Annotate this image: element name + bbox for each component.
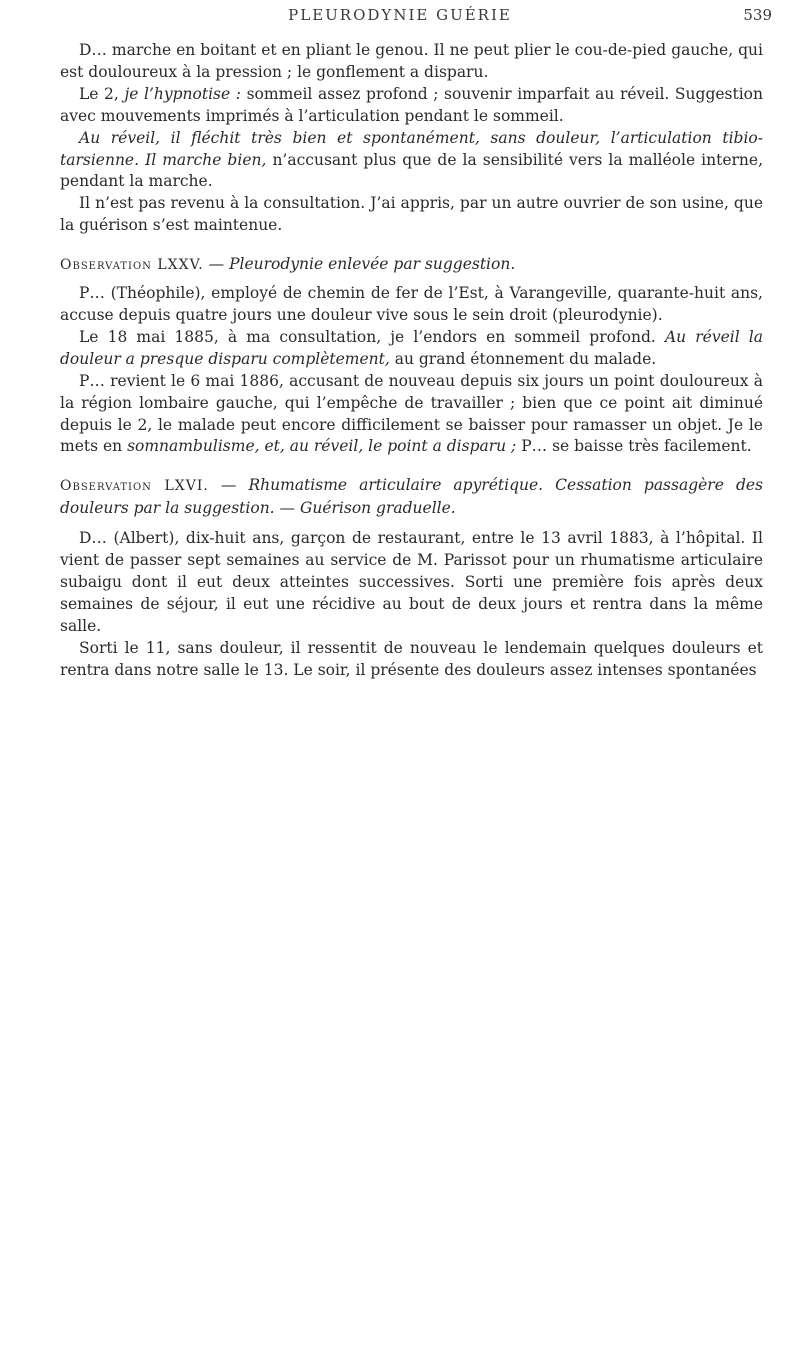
paragraph-3-italic: Au réveil, il fléchit très bien et spontanément, sans douleur, l’articulation tibio-tarsienne. Il marche bien, bbox=[60, 128, 763, 169]
observation-75-title: Pleurodynie enlevée par suggestion. bbox=[229, 255, 516, 274]
paragraph-3 bbox=[60, 128, 763, 194]
paragraph-6-start: Le 18 mai 1885, à ma consultation, je l’endors en sommeil profond. bbox=[79, 327, 665, 346]
paragraph-2-italic: je l’hypnotise : bbox=[124, 84, 241, 103]
paragraph-7-italic: somnambulisme, et, au réveil, le point a disparu ; bbox=[127, 437, 517, 456]
paragraph-2 bbox=[60, 84, 763, 128]
observation-66-title: Rhumatisme articulaire apyrétique. Cessation passagère des douleurs par la suggestion. — Guérison graduelle. bbox=[60, 476, 763, 518]
paragraph-7-end: P… se baisse très facilement. bbox=[516, 437, 752, 456]
page-number: 539 bbox=[743, 6, 772, 24]
paragraph-6-end: au grand étonnement du malade. bbox=[389, 349, 657, 368]
observation-75-dash: — bbox=[203, 255, 230, 274]
running-title: PLEURODYNIE GUÉRIE bbox=[288, 6, 512, 24]
paragraph-6 bbox=[60, 327, 763, 371]
observation-75-heading bbox=[60, 254, 763, 277]
paragraph-7-start: P… revient le 6 mai 1886, accusant de nouveau depuis six jours un point douloureux à la région lombaire gauche, qui l’empêche de travailler ; bien que ce point ait diminué depuis le 2, le malade peut encore difficilement se baisser pour ramasser un objet. Je le mets en bbox=[60, 371, 763, 456]
text-body bbox=[60, 40, 763, 681]
paragraph-6-italic: Au réveil la douleur a presque disparu complètement, bbox=[60, 327, 763, 368]
observation-75-label: Observation LXXV. bbox=[60, 257, 204, 274]
paragraph-2-end: sommeil assez profond ; souvenir imparfait au réveil. Suggestion avec mouvements imprimés à l’articulation pendant le sommeil. bbox=[60, 84, 763, 125]
paragraph-9: Sorti le 11, sans douleur, il ressentit de nouveau le lendemain quelques douleurs et rentra dans notre salle le 13. Le soir, il présente des douleurs assez intenses spontanées bbox=[60, 638, 763, 679]
paragraph-3-end: n’accusant plus que de la sensibilité vers la malléole interne, pendant la marche. bbox=[60, 150, 763, 191]
observation-66-dash: — bbox=[208, 476, 249, 495]
paragraph-2-start: Le 2, bbox=[79, 84, 125, 103]
page-header bbox=[0, 6, 800, 34]
paragraph-4: Il n’est pas revenu à la consultation. J’ai appris, par un autre ouvrier de son usine, que la guérison s’est maintenue. bbox=[60, 194, 763, 235]
observation-66-label: Observation LXVI. bbox=[60, 478, 209, 495]
paragraph-5: P… (Théophile), employé de chemin de fer de l’Est, à Varangeville, quarante-huit ans, accuse depuis quatre jours une douleur vive sous le sein droit (pleurodynie). bbox=[60, 284, 763, 324]
observation-66-heading bbox=[60, 475, 763, 520]
paragraph-8: D… (Albert), dix-huit ans, garçon de restaurant, entre le 13 avril 1883, à l’hôpital. Il vient de passer sept semaines au service de M. Parissot pour un rhumatisme articulaire subaigu dont il eut deux atteintes successives. Sorti une première fois après deux semaines de séjour, il eut une récidive au bout de deux jours et rentra dans la même salle. bbox=[60, 529, 763, 635]
paragraph-7 bbox=[60, 371, 763, 459]
paragraph-1: D… marche en boitant et en pliant le genou. Il ne peut plier le cou-de-pied gauche, qui est douloureux à la pression ; le gonflement a disparu. bbox=[60, 41, 763, 81]
